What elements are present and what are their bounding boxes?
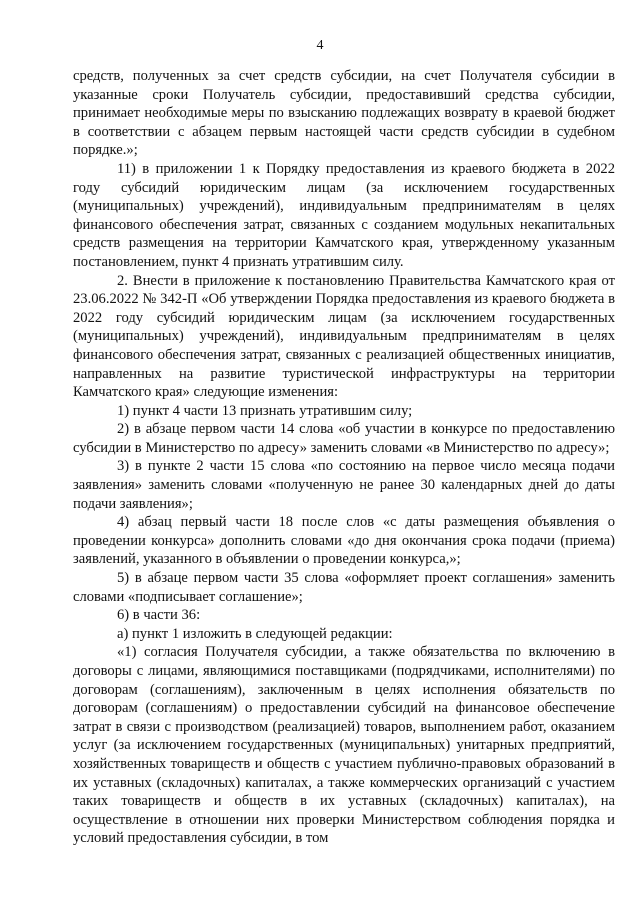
paragraph-3: 2. Внести в приложение к постановлению Правительства Камчатского края от 23.06.2022 № 342-П «Об утверждении Порядка предоставления из краевого бюджета в 2022 году субсидий юридическим лицам (за исключением государственных (муниципальных) учреждений), индивидуальным предпринимателям в целях финансового обеспечения затрат, связанных с реализацией общественных инициатив, направленных на развитие туристической инфраструктуры на территории Камчатского края» следующие изменения:	[73, 272, 615, 401]
paragraph-9: 6) в части 36:	[117, 607, 201, 624]
page-number: 4	[316, 38, 324, 53]
paragraph-2: 11) в приложении 1 к Порядку предоставления из краевого бюджета в 2022 году субсидий юридическим лицам (за исключением государственных (муниципальных) учреждений), индивидуальным предпринимателям в целях финансового обеспечения затрат, связанных с созданием модульных некапитальных средств размещения на территории Камчатского края, утвержденному указанным постановлением, пункт 4 признать утратившим силу.	[73, 160, 615, 270]
document-body	[73, 67, 615, 848]
paragraph-1: средств, полученных за счет средств субсидии, на счет Получателя субсидии в указанные сроки Получатель субсидии, предоставивший средства субсидии, принимает необходимые меры по взысканию подлежащих возврату в краевой бюджет в соответствии с абзацем первым настоящей части средств субсидии в судебном порядке.»;	[73, 68, 615, 159]
paragraph-6: 3) в пункте 2 части 15 слова «по состоянию на первое число месяца подачи заявления» заменить словами «полученную не ранее 30 календарных дней до даты подачи заявления»;	[73, 458, 615, 512]
paragraph-11: «1) согласия Получателя субсидии, а также обязательства по включению в договоры с лицами, являющимися поставщиками (подрядчиками, исполнителями) по договорам (соглашениям), заключенным в целях исполнения обязательств по договорам (соглашениям) о предоставлении субсидий на финансовое обеспечение затрат в связи с производством (реализацией) товаров, выполнением работ, оказанием услуг (за исключением государственных (муниципальных) унитарных предприятий, хозяйственных товариществ и обществ с участием публично-правовых образований в их уставных (складочных) капиталах, а также коммерческих организаций с участием таких товариществ и обществ в их уставных (складочных) капиталах), на осуществление в отношении них проверки Министерством соблюдения порядка и условий предоставления субсидии, в том	[73, 644, 615, 847]
paragraph-4: 1) пункт 4 части 13 признать утратившим силу;	[117, 402, 413, 419]
paragraph-8: 5) в абзаце первом части 35 слова «оформляет проект соглашения» заменить словами «подписывает соглашение»;	[73, 570, 615, 605]
paragraph-10: а) пункт 1 изложить в следующей редакции:	[117, 625, 393, 642]
paragraph-7: 4) абзац первый части 18 после слов «с даты размещения объявления о проведении конкурса» дополнить словами «до дня окончания срока подачи (приема) заявлений, указанного в объявлении о проведении конкурса,»;	[73, 514, 615, 568]
paragraph-5: 2) в абзаце первом части 14 слова «об участии в конкурсе по предоставлению субсидии в Министерство по адресу» заменить словами «в Министерство по адресу»;	[73, 421, 615, 456]
